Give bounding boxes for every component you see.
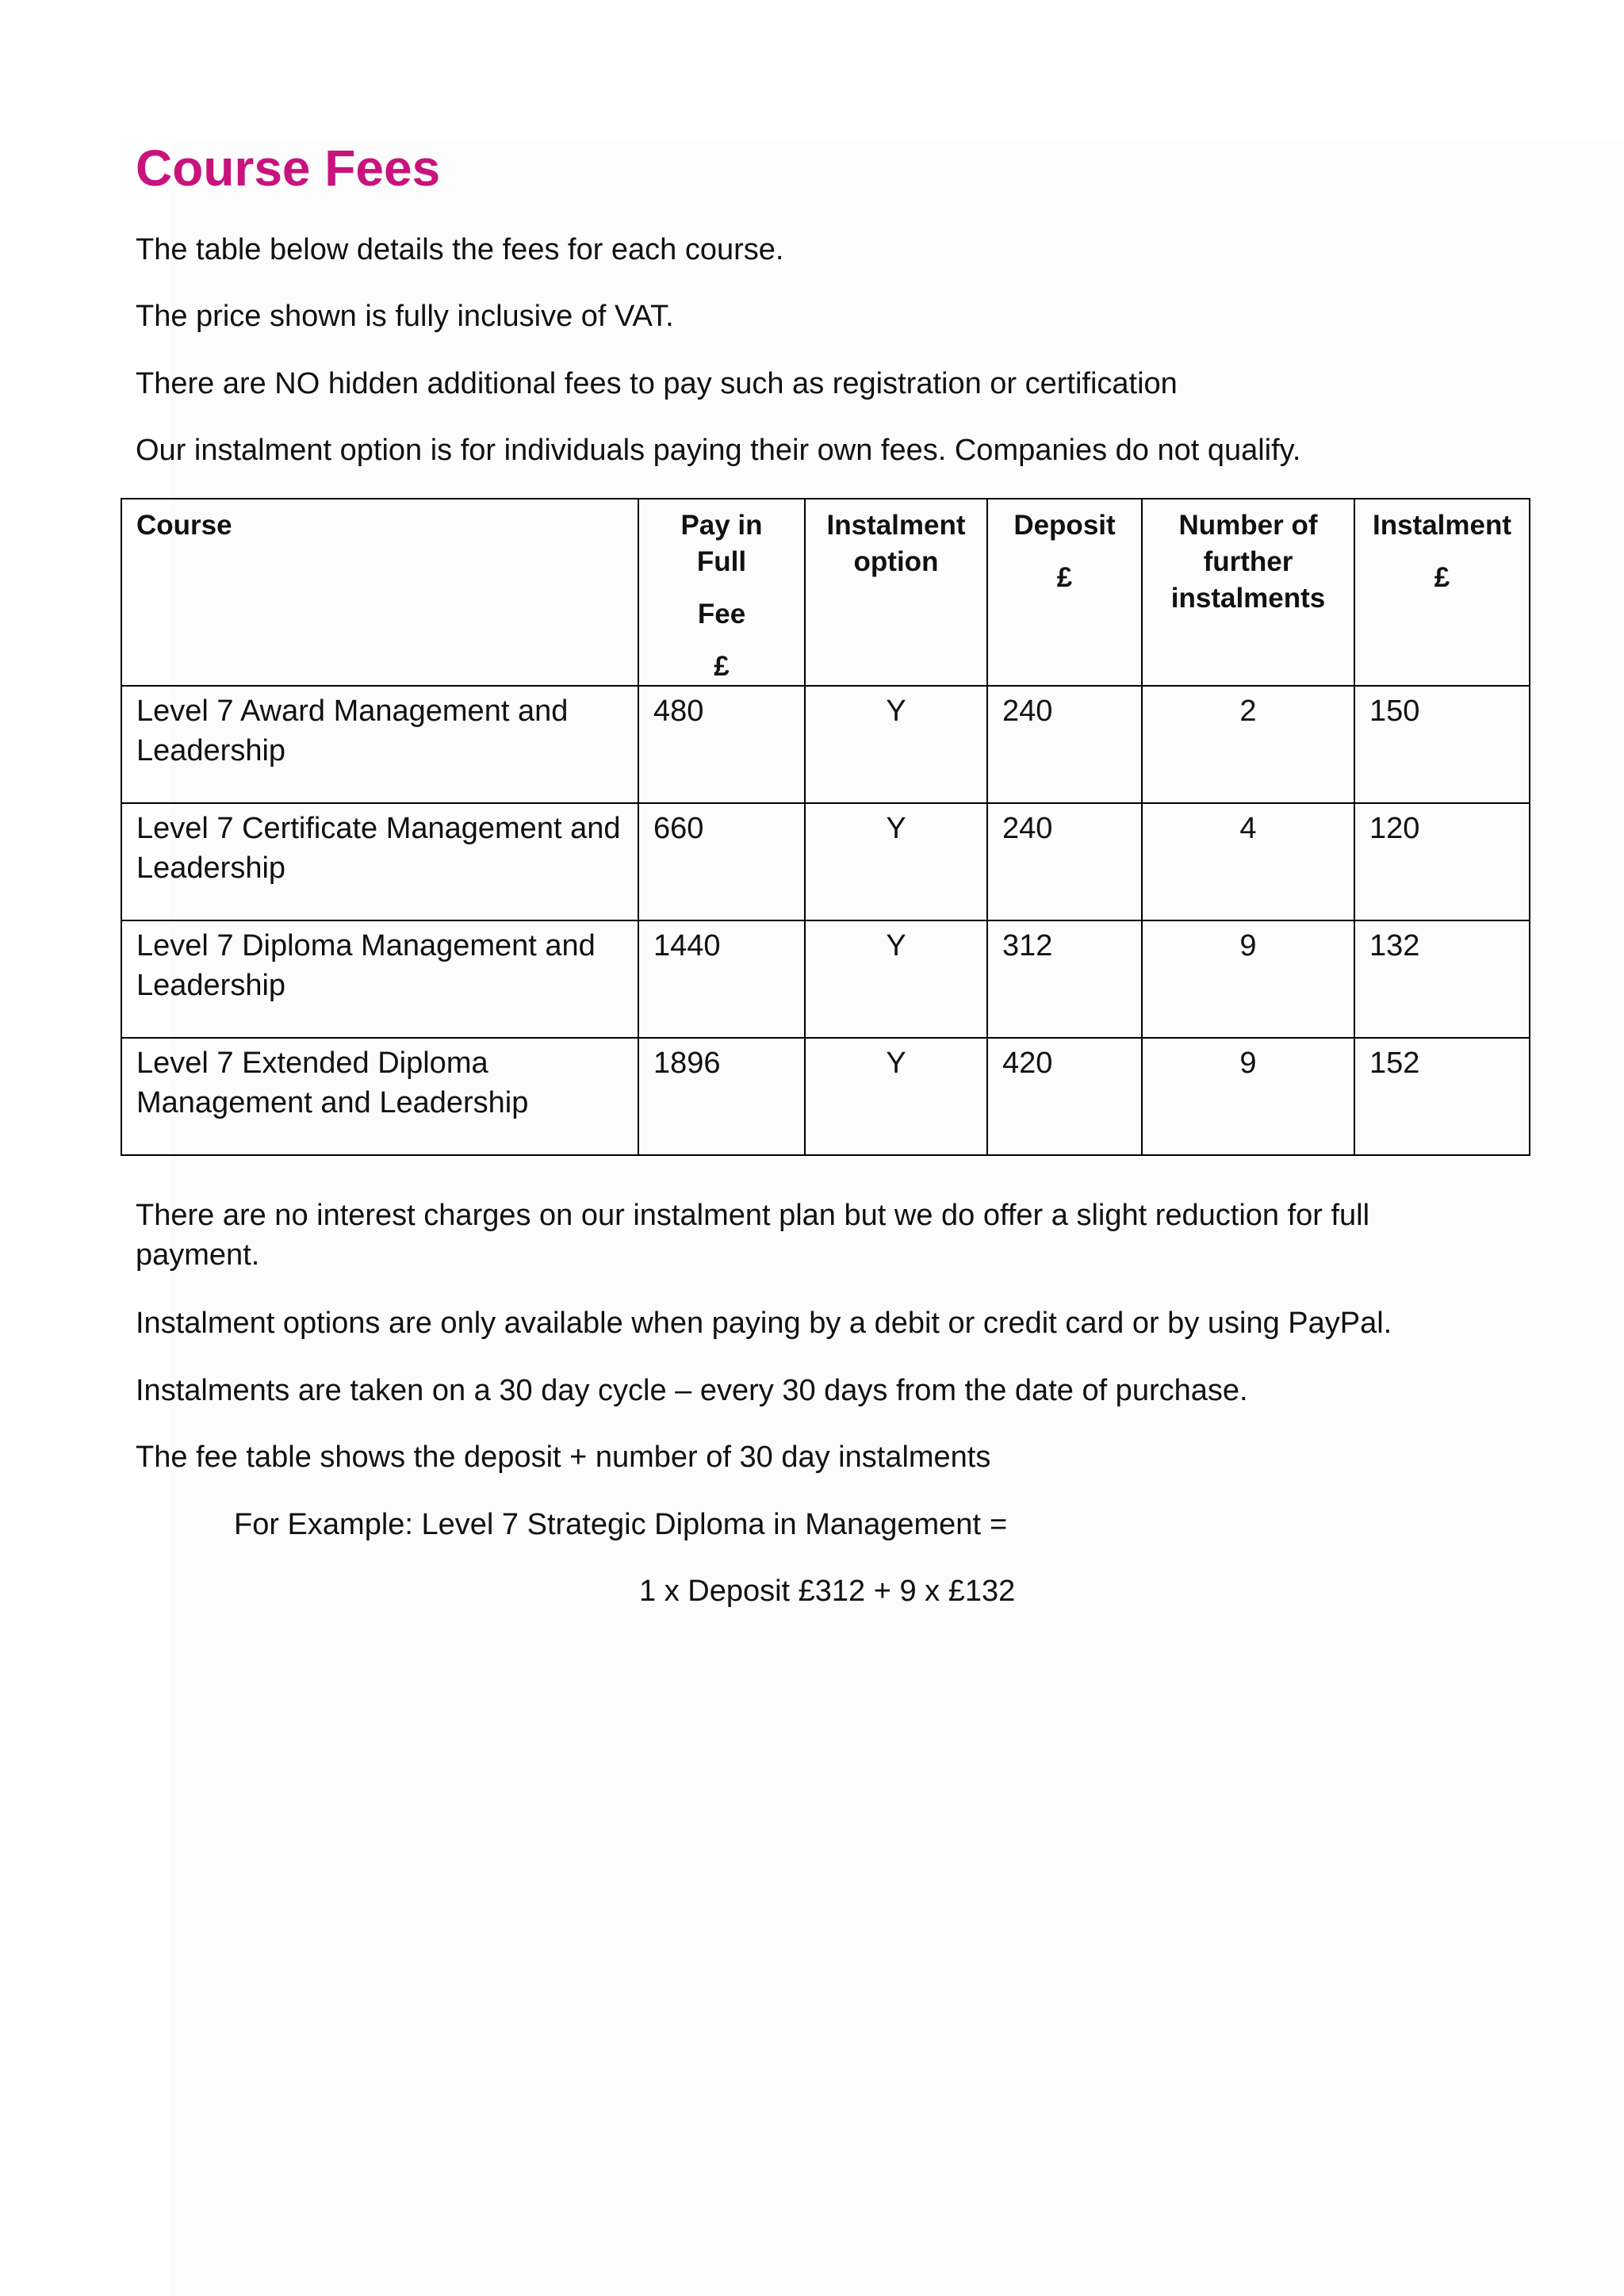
- cell-instalment: 120: [1354, 803, 1530, 920]
- cell-pay-in-full: 480: [638, 686, 805, 803]
- cell-deposit: 240: [987, 686, 1142, 803]
- header-instalment-line-2: £: [1434, 562, 1450, 593]
- header-instalment-option-line-2: option: [853, 546, 939, 577]
- table-row: [121, 920, 1530, 1038]
- cell-instalment: 150: [1354, 686, 1530, 803]
- header-pay-in-full-line-3: £: [714, 651, 730, 682]
- header-deposit: [987, 499, 1142, 686]
- note-interest: There are no interest charges on our instalment plan but we do offer a slight reduction for full payment.: [136, 1199, 1370, 1272]
- intro-line-2: The price shown is fully inclusive of VAT.: [136, 300, 674, 333]
- page-title: Course Fees: [136, 140, 441, 197]
- example-formula: 1 x Deposit £312 + 9 x £132: [639, 1575, 1016, 1608]
- header-course-label: Course: [136, 510, 232, 541]
- header-pay-in-full-line-2: Fee: [697, 599, 746, 629]
- header-course: [121, 499, 638, 686]
- cell-pay-in-full: 1440: [638, 920, 805, 1038]
- header-further-instalments: [1142, 499, 1354, 686]
- header-further-line-3: instalments: [1170, 583, 1326, 614]
- cell-instalment-option: Y: [805, 686, 987, 803]
- header-pay-in-full: [638, 499, 805, 686]
- cell-instalment-option: Y: [805, 920, 987, 1038]
- header-pay-in-full-line-1: Pay in Full: [680, 510, 763, 577]
- example-equals: =: [990, 1508, 1008, 1541]
- cell-course: Level 7 Diploma Management and Leadership: [121, 920, 638, 1038]
- intro-line-4: Our instalment option is for individuals paying their own fees. Companies do not qualify.: [136, 434, 1301, 467]
- fees-table: [121, 498, 1530, 1156]
- cell-instalment: 152: [1354, 1038, 1530, 1155]
- cell-deposit: 240: [987, 803, 1142, 920]
- cell-deposit: 420: [987, 1038, 1142, 1155]
- table-row: [121, 686, 1530, 803]
- intro-line-3: There are NO hidden additional fees to pay such as registration or certification: [136, 367, 1178, 400]
- example-label: For Example: Level 7 Strategic Diploma in Management: [234, 1508, 982, 1541]
- cell-instalment-option: Y: [805, 1038, 987, 1155]
- header-instalment-option: [805, 499, 987, 686]
- cell-further-instalments: 2: [1142, 686, 1354, 803]
- intro-line-1: The table below details the fees for each course.: [136, 233, 784, 266]
- cell-pay-in-full: 1896: [638, 1038, 805, 1155]
- cell-further-instalments: 9: [1142, 920, 1354, 1038]
- cell-course: Level 7 Award Management and Leadership: [121, 686, 638, 803]
- cell-further-instalments: 9: [1142, 1038, 1354, 1155]
- cell-course: Level 7 Extended Diploma Management and Leadership: [121, 1038, 638, 1155]
- note-payment-methods: Instalment options are only available when paying by a debit or credit card or by using PayPal.: [136, 1307, 1392, 1340]
- header-deposit-line-2: £: [1056, 562, 1073, 593]
- table-row: [121, 1038, 1530, 1155]
- cell-further-instalments: 4: [1142, 803, 1354, 920]
- cell-pay-in-full: 660: [638, 803, 805, 920]
- cell-deposit: 312: [987, 920, 1142, 1038]
- cell-instalment-option: Y: [805, 803, 987, 920]
- note-table-explanation: The fee table shows the deposit + number of 30 day instalments: [136, 1441, 991, 1474]
- header-instalment-line-1: Instalment: [1372, 510, 1512, 541]
- header-further-line-1: Number of: [1178, 510, 1318, 541]
- table-row: [121, 803, 1530, 920]
- table-header-row: [121, 499, 1530, 686]
- cell-instalment: 132: [1354, 920, 1530, 1038]
- cell-course: Level 7 Certificate Management and Leadership: [121, 803, 638, 920]
- header-instalment-option-line-1: Instalment: [826, 510, 966, 541]
- header-instalment: [1354, 499, 1530, 686]
- note-cycle: Instalments are taken on a 30 day cycle – every 30 days from the date of purchase.: [136, 1374, 1248, 1407]
- header-deposit-line-1: Deposit: [1013, 510, 1116, 541]
- header-further-line-2: further: [1203, 546, 1293, 577]
